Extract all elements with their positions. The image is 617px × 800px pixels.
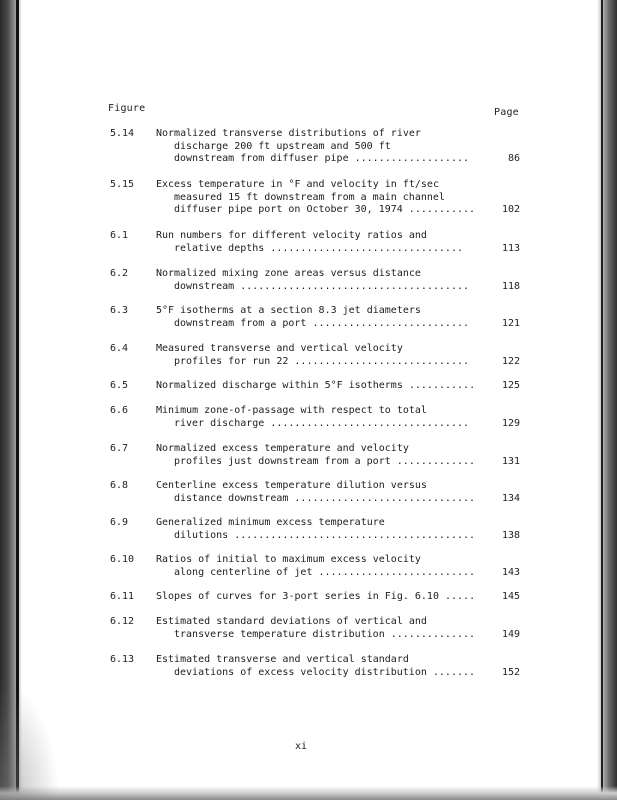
column-header-figure: Figure — [108, 103, 146, 114]
figure-caption — [156, 268, 480, 293]
figure-caption-line: distance downstream .............................. — [174, 492, 476, 504]
figure-number: 6.4 — [110, 343, 129, 354]
page-number-footer: xi — [295, 741, 308, 752]
figure-caption-line: Normalized discharge within 5°F isotherms ........... — [156, 380, 476, 391]
figure-caption-line: Estimated transverse and vertical standard — [156, 654, 409, 665]
figure-caption-line: deviations of excess velocity distribution ....... — [174, 666, 476, 678]
figure-caption — [156, 443, 480, 468]
figure-number: 6.7 — [110, 443, 129, 454]
figure-number: 6.8 — [110, 480, 129, 491]
figure-caption-line: Generalized minimum excess temperature — [156, 517, 385, 528]
figure-page-number: 152 — [501, 666, 520, 678]
figure-caption-line: river discharge ................................. — [174, 417, 470, 429]
figure-number: 6.9 — [110, 517, 129, 528]
figure-page-number: 129 — [501, 417, 520, 429]
figure-number: 6.1 — [110, 230, 129, 241]
figure-caption-line: measured 15 ft downstream from a main channel — [174, 191, 445, 203]
figure-caption — [156, 380, 480, 393]
figure-caption — [156, 554, 480, 579]
figure-caption-line: Run numbers for different velocity ratios and — [156, 230, 427, 241]
figure-page-number: 122 — [501, 355, 520, 367]
figure-number: 6.10 — [110, 554, 135, 565]
figure-caption — [156, 654, 480, 679]
figure-page-number: 102 — [501, 204, 520, 215]
figure-caption — [156, 616, 480, 641]
figure-page-number: 118 — [501, 280, 520, 292]
figure-caption-line: Centerline excess temperature dilution versus — [156, 480, 427, 491]
figure-caption — [156, 230, 480, 255]
figure-caption-line: along centerline of jet .......................... — [174, 566, 476, 578]
figure-page-number: 143 — [501, 566, 520, 578]
figure-number: 6.12 — [110, 616, 135, 627]
figure-number: 6.2 — [110, 268, 129, 279]
figure-caption — [156, 128, 480, 166]
figure-caption-line: downstream ...................................... — [174, 280, 470, 292]
figure-caption-line: profiles just downstream from a port ............. — [174, 455, 476, 467]
figure-caption-line: downstream from a port .......................... — [174, 317, 470, 329]
figure-page-number: 113 — [501, 242, 520, 254]
column-header-page: Page — [494, 107, 519, 118]
figure-caption — [156, 179, 480, 217]
figure-caption-line: Normalized transverse distributions of river — [156, 128, 421, 139]
figure-number: 6.5 — [110, 380, 129, 391]
figure-page-number: 134 — [501, 492, 520, 504]
figure-caption-line: Ratios of initial to maximum excess velocity — [156, 554, 421, 565]
figure-page-number: 121 — [501, 317, 520, 329]
figure-caption — [156, 480, 480, 505]
figure-caption-line: Normalized excess temperature and velocity — [156, 443, 409, 454]
figure-caption-line: downstream from diffuser pipe ................... — [174, 153, 470, 164]
figure-page-number: 149 — [501, 628, 520, 640]
scan-right-edge — [597, 0, 617, 800]
figure-caption-line: diffuser pipe port on October 30, 1974 ........... — [174, 204, 476, 215]
figure-caption — [156, 305, 480, 330]
figure-number: 6.13 — [110, 654, 135, 665]
figure-number: 6.11 — [110, 591, 135, 602]
figure-caption-line: Excess temperature in °F and velocity in ft/sec — [156, 179, 439, 190]
figure-caption-line: dilutions ........................................ — [174, 529, 476, 541]
figure-caption-line: transverse temperature distribution .............. — [174, 628, 476, 640]
figure-caption-line: Measured transverse and vertical velocity — [156, 343, 403, 354]
figure-caption — [156, 405, 480, 430]
figure-caption-line: discharge 200 ft upstream and 500 ft — [174, 140, 391, 152]
figure-number: 6.6 — [110, 405, 129, 416]
figure-caption-line: 5°F isotherms at a section 8.3 jet diameters — [156, 305, 421, 316]
figure-page-number: 145 — [501, 591, 520, 602]
scan-right-binding-line — [601, 0, 603, 800]
scan-bottom-edge — [0, 786, 617, 800]
figure-page-number: 138 — [501, 529, 520, 541]
figure-page-number: 125 — [501, 380, 520, 391]
figure-caption-line: Slopes of curves for 3-port series in Fig. 6.10 ..... — [156, 591, 476, 602]
figure-page-number: 86 — [507, 153, 520, 164]
scan-corner-noise — [0, 680, 60, 800]
figure-caption-line: Minimum zone-of-passage with respect to total — [156, 405, 427, 416]
figure-caption — [156, 517, 480, 542]
figure-caption — [156, 343, 480, 368]
figure-caption-line: Estimated standard deviations of vertical and — [156, 616, 427, 627]
figure-number: 5.14 — [110, 128, 135, 139]
figure-number: 5.15 — [110, 179, 135, 190]
figure-caption-line: relative depths ................................ — [174, 242, 463, 254]
figure-page-number: 131 — [501, 455, 520, 467]
figure-number: 6.3 — [110, 305, 129, 316]
figure-caption-line: Normalized mixing zone areas versus distance — [156, 268, 421, 279]
figure-caption-line: profiles for run 22 ............................. — [174, 355, 470, 367]
figure-caption — [156, 591, 480, 604]
